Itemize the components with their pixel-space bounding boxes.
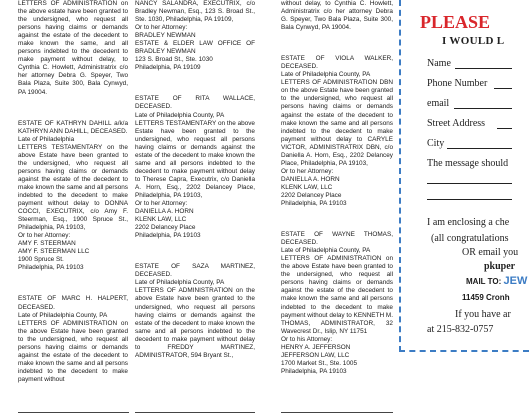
notice-continued: without delay, to Cynthia C. Howlett, Administratrix c/o her attorney Debra G. Speyer, Two Bala Plaza, Suite 300, Bala Cynwyd, PA 19004. [281, 0, 393, 32]
form-subheading: I WOULD L [442, 35, 505, 47]
street-field[interactable] [497, 128, 512, 129]
legal-column-1 [18, 0, 128, 394]
notice-estate-dahill: ESTATE OF KATHRYN DAHILL a/k/a KATHRYN ANN DAHILL, DECEASED. Late of Philadelphia LETTERS TESTAMENTARY on the above Estate have been granted to the undersigned, who request all persons having claims or demands against the estate of the decedent to make known the same and all persons indebted to the decedent to make payment without delay to DONNA COCCI, EXECUTRIX, c/o Amy F. Steerman, Esq., 1900 Spruce St., Philadelphia, PA 19103, Or to her Attorney: AMY F. STEERMAN AMY F. STEERMAN LLC 1900 Spruce St. Philadelphia, PA 19103 [18, 119, 128, 272]
congrats-text: (all congratulations [431, 233, 509, 244]
or-email-text: OR email you [462, 247, 519, 258]
message-line[interactable] [427, 199, 512, 200]
notice-estate-walker: ESTATE OF VIOLA WALKER, DECEASED. Late of Philadelphia County, PA LETTERS OF ADMINISTRATION DBN on the above Estate have been granted to the undersigned, who request all persons having claims or demands against the estate of the decedent to make known the same and all persons indebted to the decedent to make payment without delay to CARYLE VICTOR, ADMINISTRATRIX DBN, c/o Daniella A. Horn, Esq., 2202 Delancey Place, Philadelphia, PA 19103, Or to her Attorney: DANIELLA A. HORN KLENK LAW, LLC 2202 Delancey Place Philadelphia, PA 19103 [281, 55, 393, 208]
mail-to-line [466, 275, 527, 287]
email-address[interactable]: pkuper [484, 261, 516, 272]
notice-continued: NANCY SALANDRA, EXECUTRIX, c/o Bradley Newman, Esq., 123 S. Broad St., Ste. 1030, Philadelphia, PA 19109, Or to her Attorney: BRADLEY NEWMAN ESTATE & ELDER LAW OFFICE OF BRADLEY NEWMAN 123 S. Broad St., Ste. 1030 Philadelphia, PA 19109 [135, 0, 255, 72]
separator-rule [281, 412, 393, 413]
separator-rule [135, 412, 255, 413]
notice-estate-wallace: ESTATE OF RITA WALLACE, DECEASED. Late of Philadelphia County, PA LETTERS TESTAMENTARY on the above Estate have been granted to the undersigned, who request all persons having claims or demands against the estate of the decedent to make known the same and all persons indebted to the decedent to make payment without delay to Therese Capra, Executrix, c/o Daniella A. Horn, Esq., 2202 Delancey Place, Philadelphia, PA 19103, Or to her Attorney: DANIELLA A. HORN KLENK LAW, LLC 2202 Delancey Place Philadelphia, PA 19103 [135, 95, 255, 240]
message-label: The message should [427, 158, 509, 169]
email-field[interactable] [454, 108, 512, 109]
message-line[interactable] [427, 183, 512, 184]
separator-rule [18, 412, 129, 413]
mailing-address: 11459 Cronh [462, 293, 510, 302]
notice-estate-thomas: ESTATE OF WAYNE THOMAS, DECEASED. Late of Philadelphia County, PA LETTERS OF ADMINISTRATION on the above Estate have been granted to the undersigned, who request all persons having claims or demands against the estate of the decedent to make known the same and all persons indebted to the decedent to make payment without delay to KENNETH M. THOMAS, ADMINISTRATOR, 32 Wavecrest Dr., Islip, NY 11751 Or to his Attorney: HENRY A. JEFFERSON JEFFERSON LAW, LLC 1700 Market St., Ste. 1005 Philadelphia, PA 19103 [281, 231, 393, 375]
notice-continued: LETTERS OF ADMINISTRATION on the above estate have been granted to the undersigned, who request all persons having claims or demands against the estate of the decedent to make known the same, and all persons indebted to the decedent to make payment without delay, to Cynthia C. Howlett, Administratrix c/o her attorney Debra G. Speyer, Two Bala Plaza, Suite 300, Bala Cynwyd, PA 19004. [18, 0, 128, 96]
enclosing-text: I am enclosing a che [427, 217, 510, 228]
phone-label: Phone Number [427, 78, 488, 89]
publication-name: JEW [503, 275, 528, 287]
email-label: email [427, 98, 450, 109]
mail-to-label: MAIL TO: [466, 277, 502, 286]
name-field[interactable] [455, 68, 512, 69]
questions-text: If you have ar [455, 309, 511, 320]
name-label: Name [427, 58, 451, 69]
phone-field[interactable] [494, 88, 512, 89]
street-label: Street Address [427, 118, 486, 129]
notice-estate-martinez: ESTATE OF SAZA MARTINEZ, DECEASED. Late of Philadelphia County, PA LETTERS OF ADMINISTRATION on the above Estate have been granted to the undersigned, who request all persons having claims or demands against the estate of the decedent to make known the same and all persons indebted to the decedent to make payment without delay to FREDDY MARTINEZ, ADMINISTRATOR, 594 Bryant St., [135, 263, 255, 359]
city-field[interactable] [447, 148, 512, 149]
legal-column-3 [281, 0, 393, 386]
form-heading: PLEASE [420, 12, 491, 32]
contact-phone: at 215-832-0757 [427, 324, 494, 335]
city-label: City [427, 138, 445, 149]
notice-estate-halpert: ESTATE OF MARC H. HALPERT, DECEASED. Late of Philadelphia County, PA LETTERS OF ADMINISTRATION on the above Estate have been granted to the undersigned, who request all persons having claims or demands against the estate of the decedent to make known the same and all persons indebted to the decedent to make payment without [18, 295, 128, 383]
legal-column-2 [135, 0, 255, 370]
